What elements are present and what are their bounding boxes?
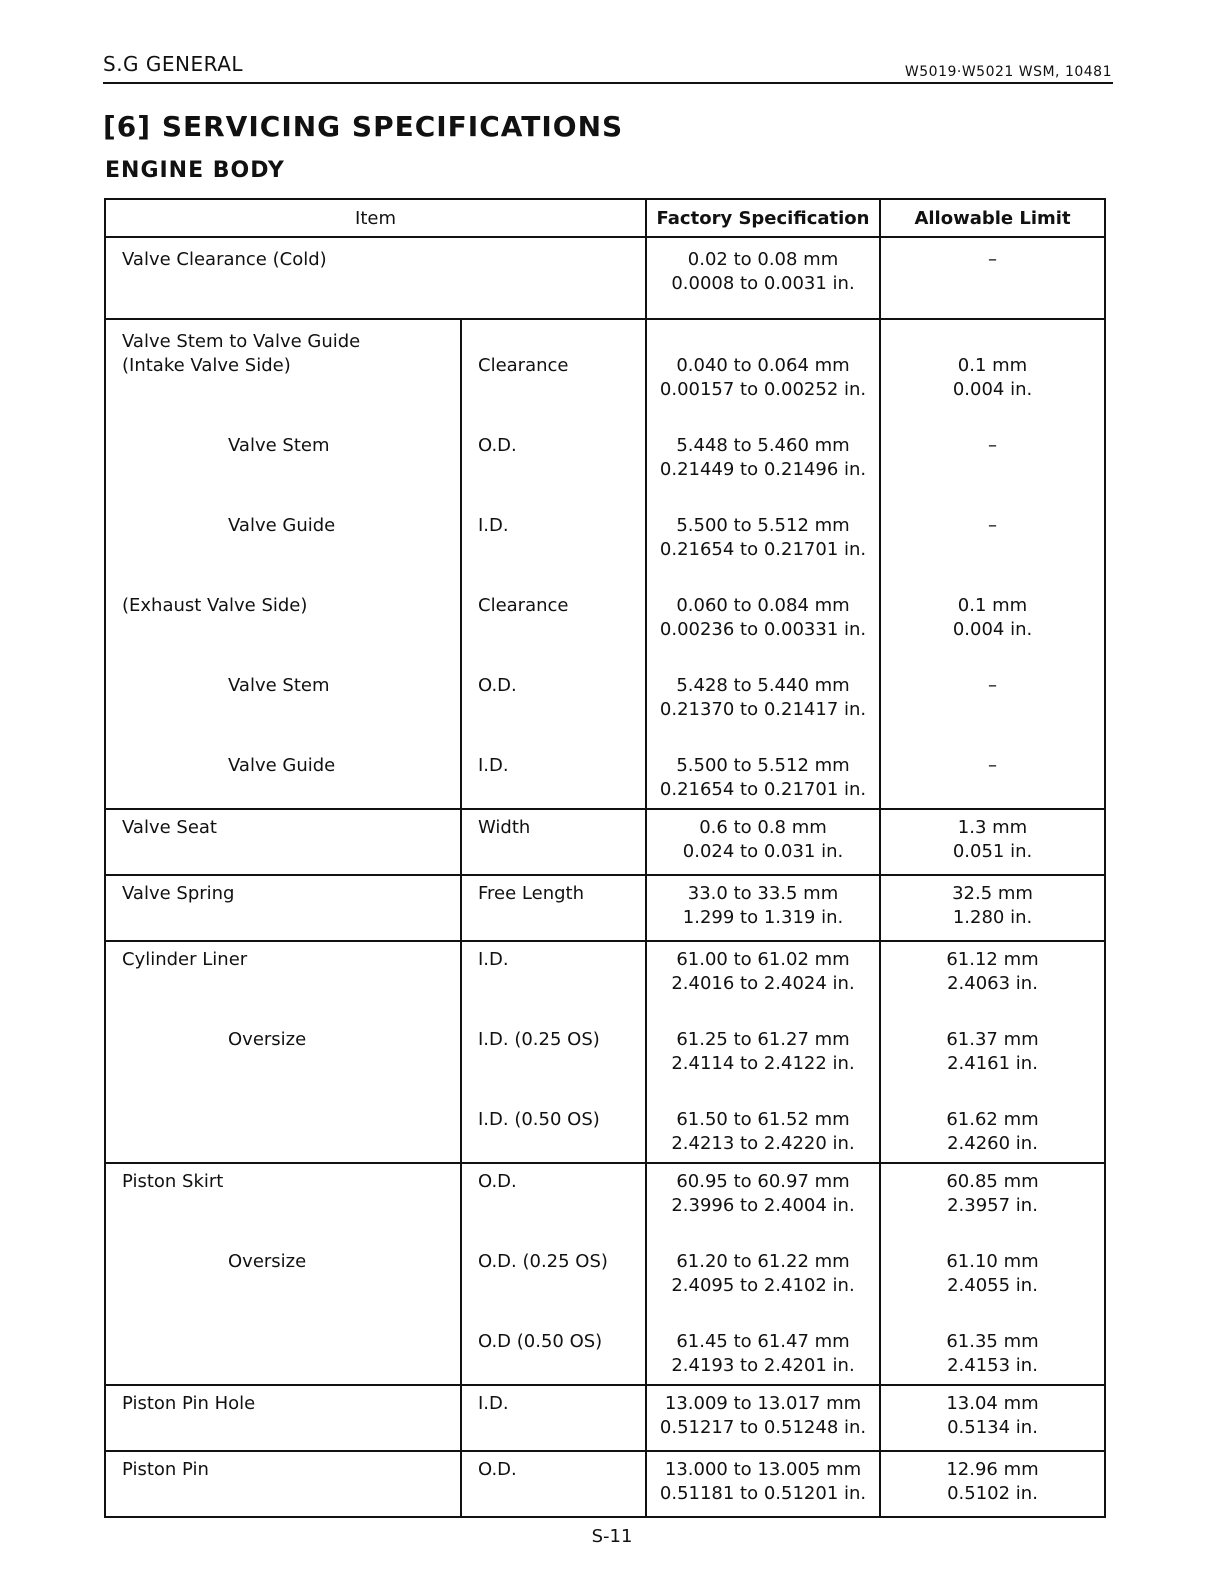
item-label: Valve Spring xyxy=(122,883,235,904)
factory-spec-mm: 33.0 to 33.5 mm xyxy=(687,883,839,904)
limit-mm: 61.10 mm xyxy=(946,1251,1039,1272)
header-item: Item xyxy=(105,199,646,237)
limit-in: 0.004 in. xyxy=(952,379,1033,400)
page-number: S-11 xyxy=(591,1526,633,1547)
table-row xyxy=(105,504,1105,584)
item-label xyxy=(122,1098,460,1114)
factory-spec-in: 2.3996 to 2.4004 in. xyxy=(671,1195,855,1216)
limit-mm: – xyxy=(988,675,998,696)
section-subtitle: ENGINE BODY xyxy=(105,158,285,183)
table-row xyxy=(105,424,1105,504)
factory-spec-mm: 61.45 to 61.47 mm xyxy=(676,1331,850,1352)
sub-item-label: Free Length xyxy=(478,883,585,904)
item-label: Valve Guide xyxy=(228,515,336,536)
limit-in: 2.4161 in. xyxy=(947,1053,1038,1074)
section-header: S.G GENERAL xyxy=(103,52,244,76)
limit-mm: – xyxy=(988,755,998,776)
factory-spec-mm: 0.060 to 0.084 mm xyxy=(676,595,850,616)
factory-spec-in: 2.4016 to 2.4024 in. xyxy=(671,973,855,994)
limit-in: 0.5102 in. xyxy=(947,1483,1038,1504)
item-label: Valve Seat xyxy=(122,817,217,838)
table-row xyxy=(105,1163,1105,1240)
limit-mm: 12.96 mm xyxy=(946,1459,1039,1480)
factory-spec-in: 0.024 to 0.031 in. xyxy=(682,841,844,862)
factory-spec-mm: 0.02 to 0.08 mm xyxy=(687,249,839,270)
document-reference: W5019·W5021 WSM, 10481 xyxy=(904,64,1112,80)
header-rule xyxy=(103,82,1113,84)
sub-item-label: O.D. xyxy=(478,1459,517,1480)
limit-in: 1.280 in. xyxy=(952,907,1033,928)
factory-spec-in: 0.51217 to 0.51248 in. xyxy=(659,1417,867,1438)
sub-item-label: I.D. xyxy=(478,1393,509,1414)
limit-mm: 60.85 mm xyxy=(946,1171,1039,1192)
sub-item-label: Width xyxy=(478,817,531,838)
table-row xyxy=(105,584,1105,664)
table-row xyxy=(105,1098,1105,1163)
table-header-row xyxy=(105,199,1105,237)
item-label-line2: (Intake Valve Side) xyxy=(122,355,291,376)
factory-spec-in: 0.21370 to 0.21417 in. xyxy=(659,699,867,720)
limit-in: 0.051 in. xyxy=(952,841,1033,862)
factory-spec-mm: 5.428 to 5.440 mm xyxy=(676,675,850,696)
limit-in: 0.004 in. xyxy=(952,619,1033,640)
limit-in: 2.4260 in. xyxy=(947,1133,1038,1154)
item-label: Valve Guide xyxy=(228,755,336,776)
item-label: (Exhaust Valve Side) xyxy=(122,595,308,616)
sub-item-label: O.D. xyxy=(478,675,517,696)
limit-mm: 13.04 mm xyxy=(946,1393,1039,1414)
specifications-table xyxy=(104,198,1106,1518)
table-row xyxy=(105,319,1105,424)
table-row xyxy=(105,1385,1105,1451)
factory-spec-mm: 61.20 to 61.22 mm xyxy=(676,1251,850,1272)
limit-mm: 32.5 mm xyxy=(952,883,1033,904)
item-label: Piston Skirt xyxy=(122,1171,224,1192)
item-label: Valve Clearance (Cold) xyxy=(122,249,327,270)
sub-item-label: I.D. (0.25 OS) xyxy=(478,1029,600,1050)
factory-spec-in: 2.4213 to 2.4220 in. xyxy=(671,1133,855,1154)
factory-spec-in: 1.299 to 1.319 in. xyxy=(682,907,844,928)
limit-mm: – xyxy=(988,435,998,456)
sub-item-label: O.D (0.50 OS) xyxy=(478,1331,603,1352)
table-row xyxy=(105,664,1105,744)
factory-spec-mm: 13.000 to 13.005 mm xyxy=(664,1459,862,1480)
sub-item-label: O.D. xyxy=(478,1171,517,1192)
factory-spec-in: 0.21654 to 0.21701 in. xyxy=(659,539,867,560)
table-row xyxy=(105,875,1105,941)
factory-spec-in: 0.21449 to 0.21496 in. xyxy=(659,459,867,480)
limit-mm: 0.1 mm xyxy=(957,355,1028,376)
factory-spec-mm: 0.040 to 0.064 mm xyxy=(676,355,850,376)
factory-spec-mm: 0.6 to 0.8 mm xyxy=(699,817,827,838)
sub-item-label: O.D. (0.25 OS) xyxy=(478,1251,608,1272)
limit-in: 0.5134 in. xyxy=(947,1417,1038,1438)
factory-spec-in: 0.00236 to 0.00331 in. xyxy=(659,619,867,640)
item-label: Valve Stem xyxy=(228,435,330,456)
factory-spec-in: 0.51181 to 0.51201 in. xyxy=(659,1483,867,1504)
limit-mm: 61.12 mm xyxy=(946,949,1039,970)
factory-spec-in: 0.00157 to 0.00252 in. xyxy=(659,379,867,400)
limit-mm: 0.1 mm xyxy=(957,595,1028,616)
limit-in: 2.4063 in. xyxy=(947,973,1038,994)
item-label: Oversize xyxy=(228,1251,307,1272)
page-title: [6] SERVICING SPECIFICATIONS xyxy=(103,110,624,143)
header-allowable-limit: Allowable Limit xyxy=(880,199,1105,237)
factory-spec-in: 0.0008 to 0.0031 in. xyxy=(671,273,855,294)
factory-spec-in: 2.4114 to 2.4122 in. xyxy=(671,1053,855,1074)
factory-spec-mm: 5.448 to 5.460 mm xyxy=(676,435,850,456)
item-label: Valve Stem to Valve Guide xyxy=(122,331,361,352)
limit-mm: 1.3 mm xyxy=(957,817,1028,838)
factory-spec-mm: 5.500 to 5.512 mm xyxy=(676,515,850,536)
table-row xyxy=(105,1018,1105,1098)
item-label: Cylinder Liner xyxy=(122,949,248,970)
sub-item-label: I.D. xyxy=(478,515,509,536)
item-label: Oversize xyxy=(228,1029,307,1050)
factory-spec-in: 2.4193 to 2.4201 in. xyxy=(671,1355,855,1376)
factory-spec-in: 0.21654 to 0.21701 in. xyxy=(659,779,867,800)
factory-spec-mm: 5.500 to 5.512 mm xyxy=(676,755,850,776)
sub-item-label: Clearance xyxy=(478,355,569,376)
sub-item-label: I.D. (0.50 OS) xyxy=(478,1109,600,1130)
item-label: Piston Pin Hole xyxy=(122,1393,256,1414)
limit-mm: 61.62 mm xyxy=(946,1109,1039,1130)
item-label xyxy=(122,1320,460,1336)
table-row xyxy=(105,744,1105,809)
limit-in: 2.4055 in. xyxy=(947,1275,1038,1296)
limit-mm: 61.35 mm xyxy=(946,1331,1039,1352)
limit-in: 2.4153 in. xyxy=(947,1355,1038,1376)
item-label: Valve Stem xyxy=(228,675,330,696)
factory-spec-mm: 61.25 to 61.27 mm xyxy=(676,1029,850,1050)
factory-spec-mm: 61.50 to 61.52 mm xyxy=(676,1109,850,1130)
header-factory-specification: Factory Specification xyxy=(646,199,880,237)
limit-mm: – xyxy=(988,515,998,536)
table-row xyxy=(105,1240,1105,1320)
limit-mm: – xyxy=(988,249,998,270)
table-row xyxy=(105,237,1105,319)
factory-spec-mm: 60.95 to 60.97 mm xyxy=(676,1171,850,1192)
table-row xyxy=(105,941,1105,1018)
sub-item-label: I.D. xyxy=(478,755,509,776)
limit-mm: 61.37 mm xyxy=(946,1029,1039,1050)
table-row xyxy=(105,1320,1105,1385)
sub-item-label: I.D. xyxy=(478,949,509,970)
factory-spec-mm: 13.009 to 13.017 mm xyxy=(664,1393,862,1414)
factory-spec-mm: 61.00 to 61.02 mm xyxy=(676,949,850,970)
table-row xyxy=(105,1451,1105,1517)
item-label: Piston Pin xyxy=(122,1459,209,1480)
table-row xyxy=(105,809,1105,875)
limit-in: 2.3957 in. xyxy=(947,1195,1038,1216)
sub-item-label: Clearance xyxy=(478,595,569,616)
factory-spec-in: 2.4095 to 2.4102 in. xyxy=(671,1275,855,1296)
sub-item-label: O.D. xyxy=(478,435,517,456)
